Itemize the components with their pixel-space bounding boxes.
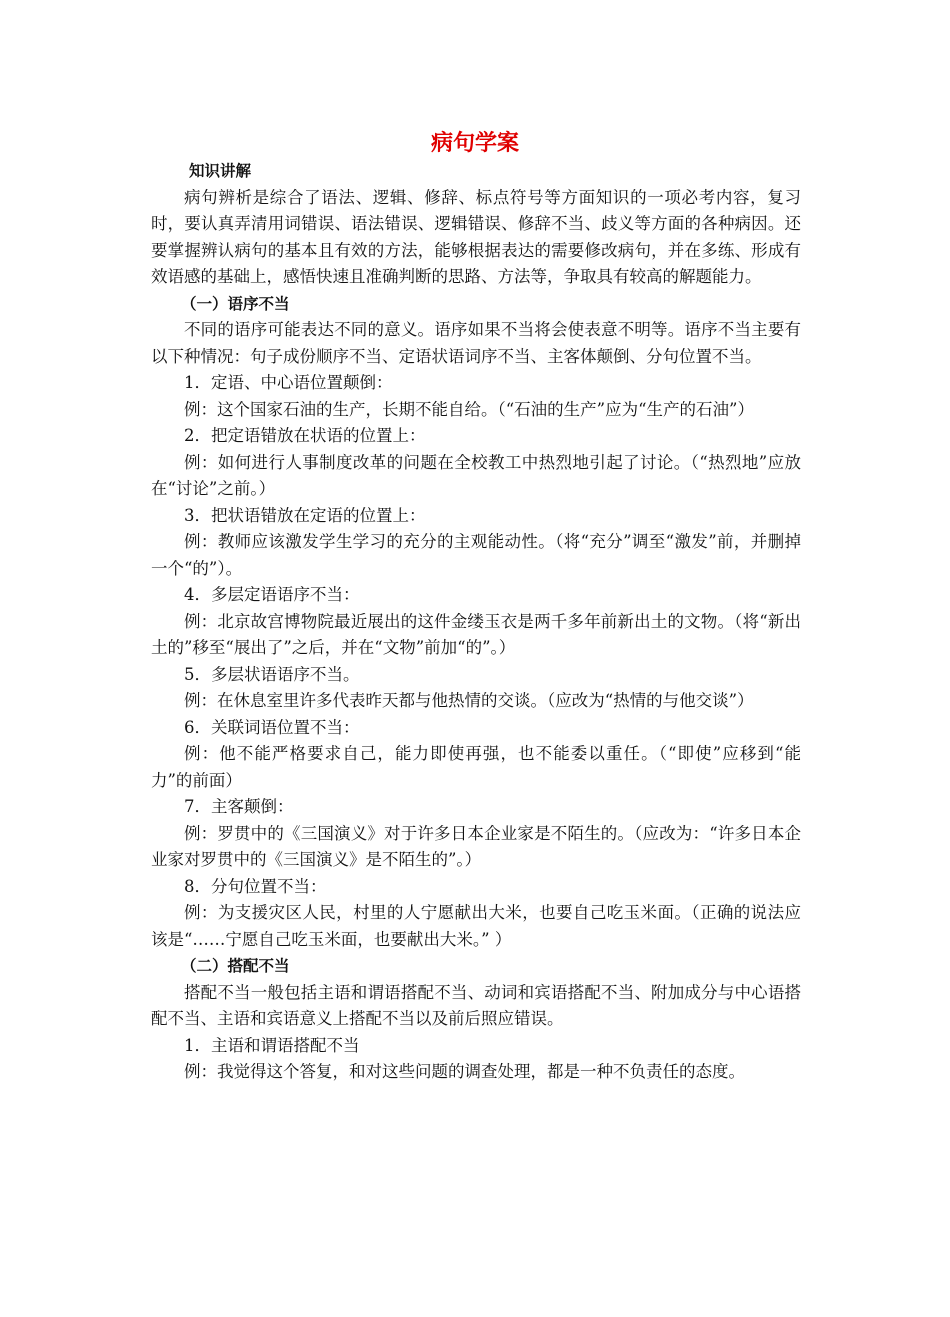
item-label: 1．定语、中心语位置颠倒：	[184, 373, 393, 392]
item-label: 1．主语和谓语搭配不当	[184, 1035, 360, 1055]
item-label: 8．分句位置不当：	[184, 876, 327, 896]
section-intro-collocation: 搭配不当一般包括主语和谓语搭配不当、动词和宾语搭配不当、附加成分与中心语搭配不当、主语和宾语意义上搭配不当以及前后照应错误。	[151, 982, 801, 1028]
document-body	[151, 158, 801, 1086]
item-example: 例：我觉得这个答复，和对这些问题的调查处理，都是一种不负责任的态度。	[184, 1062, 745, 1081]
item-example: 例：教师应该激发学生学习的充分的主观能动性。（将“充分”调至“激发”前，并删掉一个“的”）。	[151, 532, 801, 578]
section-heading-knowledge: 知识讲解	[189, 162, 252, 180]
item-example: 例：北京故宫博物院最近展出的这件金缕玉衣是两千多年前新出土的文物。（将“新出土的”移至“展出了”之后，并在“文物”前加“的”。）	[151, 611, 801, 657]
item-example: 例：罗贯中的《三国演义》对于许多日本企业家是不陌生的。（应改为：“许多日本企业家对罗贯中的《三国演义》是不陌生的”。）	[151, 823, 801, 869]
item-example: 例：在休息室里许多代表昨天都与他热情的交谈。（应改为“热情的与他交谈”）	[184, 691, 754, 710]
item-example: 例：他不能严格要求自己，能力即使再强，也不能委以重任。（“即使”应移到“能力”的前面）	[151, 744, 801, 790]
item-label: 5．多层状语语序不当。	[184, 664, 360, 684]
section-heading-word-order: （一）语序不当	[181, 294, 290, 313]
section-heading-collocation: （二）搭配不当	[181, 957, 290, 975]
item-label: 6．关联词语位置不当：	[184, 717, 360, 737]
item-example: 例：如何进行人事制度改革的问题在全校教工中热烈地引起了讨论。（“热烈地”应放在“讨论”之前。）	[151, 452, 801, 498]
item-example: 例：为支援灾区人民，村里的人宁愿献出大米，也要自己吃玉米面。（正确的说法应该是“……宁愿自己吃玉米面，也要献出大米。” ）	[151, 903, 801, 949]
item-label: 3．把状语错放在定语的位置上：	[184, 505, 426, 525]
intro-paragraph: 病句辨析是综合了语法、逻辑、修辞、标点符号等方面知识的一项必考内容，复习时，要认真弄清用词错误、语法错误、逻辑错误、修辞不当、歧义等方面的各种病因。还要掌握辨认病句的基本且有效的方法，能够根据表达的需要修改病句，并在多练、形成有效语感的基础上，感悟快速且准确判断的思路、方法等，争取具有较高的解题能力。	[151, 187, 801, 286]
item-label: 4．多层定语语序不当：	[184, 585, 360, 604]
section-intro-word-order: 不同的语序可能表达不同的意义。语序如果不当将会使表意不明等。语序不当主要有以下种情况：句子成份顺序不当、定语状语词序不当、主客体颠倒、分句位置不当。	[151, 320, 801, 366]
item-label: 2．把定语错放在状语的位置上：	[184, 426, 426, 445]
item-example: 例：这个国家石油的生产，长期不能自给。（“石油的生产”应为“生产的石油”）	[184, 399, 754, 419]
page-title: 病句学案	[430, 131, 519, 156]
item-label: 7．主客颠倒：	[184, 797, 294, 816]
